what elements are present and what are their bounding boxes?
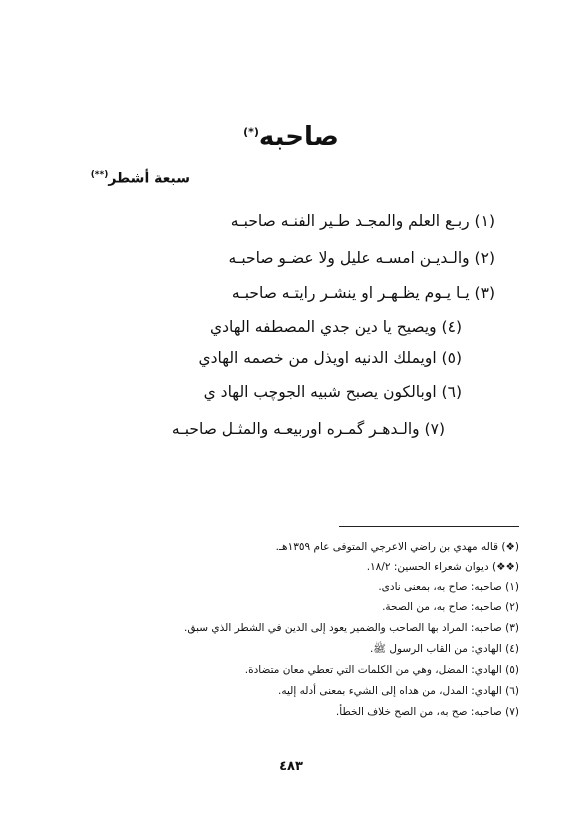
verse-line-6: (٦) اوبالكون يصبح شبيه الجوچب الهاد ي: [203, 383, 462, 401]
footnote-6: (٤) الهادي: من القاب الرسول ﷺ.: [369, 643, 519, 655]
footnote-8: (٦) الهادي: المدل، من هداه إلى الشيء بمعنى أدله إليه.: [278, 685, 519, 697]
footnote-5: (٣) صاحبه: المراد بها الصاحب والضمير يعود إلى الدين في الشطر الذي سبق.: [184, 622, 519, 634]
verse-line-5: (٥) اويملك الدنيه اويذل من خصمه الهادي: [198, 349, 462, 367]
poem-title: [0, 122, 582, 152]
verse-line-2: (٢) والـديـن امسـه عليل ولا عضـو صاحبـه: [228, 249, 495, 267]
verse-line-4: (٤) ويصيح يا دين جدي المصطفه الهادي: [209, 318, 462, 336]
footnote-3: (١) صاحبه: صاح به، بمعنى نادى.: [378, 581, 519, 593]
footnote-9: (٧) صاحبه: صح به، من الصح خلاف الخطأ.: [335, 706, 519, 718]
subtitle-footnote-mark: (**): [90, 170, 109, 180]
footnote-divider: [339, 526, 519, 527]
footnote-2: (❖❖) ديوان شعراء الحسين: ١٨/٢.: [366, 561, 519, 573]
footnote-4: (٢) صاحبه: صاح به، من الصحة.: [382, 601, 519, 613]
footnote-7: (٥) الهادي: المضل، وهي من الكلمات التي تعطي معان متضادة.: [244, 664, 519, 676]
footnote-1: (❖) قاله مهدي بن راضي الاعرجي المتوفى عام ١٣٥٩هـ.: [275, 541, 519, 553]
title-footnote-mark: (*): [243, 125, 259, 139]
page-number: ٤٨٣: [279, 759, 303, 774]
poem-title-text: صاحبه: [258, 122, 339, 152]
verse-line-3: (٣) يـا يـوم يظـهـر او ينشـر رايتـه صاحبـه: [231, 284, 495, 302]
poem-subtitle-text: سبعة أشطر: [108, 170, 190, 187]
verse-line-1: (١) ربـع العلم والمجـد طـير الفنـه صاحبـه: [230, 212, 495, 230]
verse-line-7: (٧) والـدهـر گمـره اوربيعـه والمثـل صاحبـه: [171, 420, 445, 438]
poem-subtitle: [91, 170, 190, 187]
